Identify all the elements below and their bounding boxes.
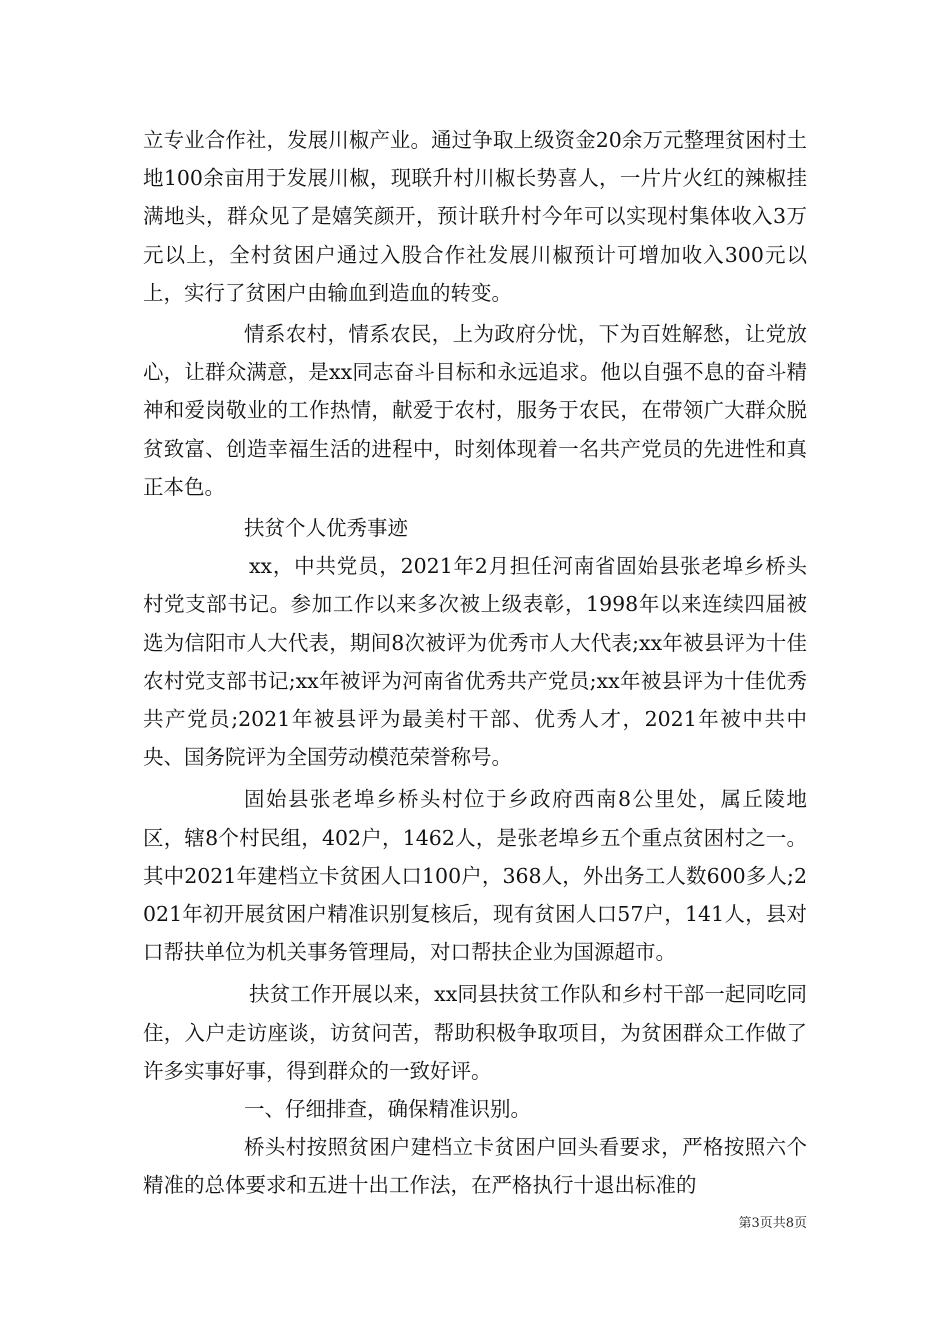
section-heading: 扶贫个人优秀事迹 (244, 516, 408, 541)
paragraph-identification: 桥头村按照贫困户建档立卡贫困户回头看要求，严格按照六个精准的总体要求和五进十出工作法，在严格执行十退出标准的 (143, 1135, 807, 1198)
paragraph-profile: xx，中共党员，2021年2月担任河南省固始县张老埠乡桥头村党支部书记。参加工作以来多次被上级表彰，1998年以来连续四届被选为信阳市人大代表，期间8次被评为优秀市人大代表;xx年被县评为十佳农村党支部书记;xx年被评为河南省优秀共产党员;xx年被县评为十佳优秀共产党员;2021年被县评为最美村干部、优秀人才，2021年被中共中央、国务院评为全国劳动模范荣誉称号。 (143, 554, 807, 770)
paragraph-work-overview: 扶贫工作开展以来，xx同县扶贫工作队和乡村干部一起同吃同住，入户走访座谈，访贫问苦，帮助积极争取项目，为贫困群众工作做了许多实事好事，得到群众的一致好评。 (143, 982, 807, 1083)
paragraph-summary: 情系农村，情系农民，上为政府分忧，下为百姓解愁，让党放心，让群众满意，是xx同志奋斗目标和永远追求。他以自强不息的奋斗精神和爱岗敬业的工作热情，献爱于农村，服务于农民，在带领广大群众脱贫致富、创造幸福生活的进程中，时刻体现着一名共产党员的先进性和真正本色。 (143, 322, 807, 499)
subsection-heading: 一、仔细排查，确保精准识别。 (244, 1097, 531, 1122)
paragraph-continuation: 立专业合作社，发展川椒产业。通过争取上级资金20余万元整理贫困村土地100余亩用于发展川椒，现联升村川椒长势喜人，一片片火红的辣椒挂满地头，群众见了是嬉笑颜开，预计联升村今年可以实现村集体收入3万元以上，全村贫困户通过入股合作社发展川椒预计可增加收入300元以上，实行了贫困户由输血到造血的转变。 (143, 128, 807, 305)
document-body (143, 121, 807, 1205)
paragraph-village-info: 固始县张老埠乡桥头村位于乡政府西南8公里处，属丘陵地区，辖8个村民组，402户，1462人，是张老埠乡五个重点贫困村之一。其中2021年建档立卡贫困人口100户，368人，外出务工人数600多人;2021年初开展贫困户精准识别复核后，现有贫困人口57户，141人，县对口帮扶单位为机关事务管理局，对口帮扶企业为国源超市。 (143, 787, 807, 965)
page-number: 第3页共8页 (738, 1216, 807, 1231)
